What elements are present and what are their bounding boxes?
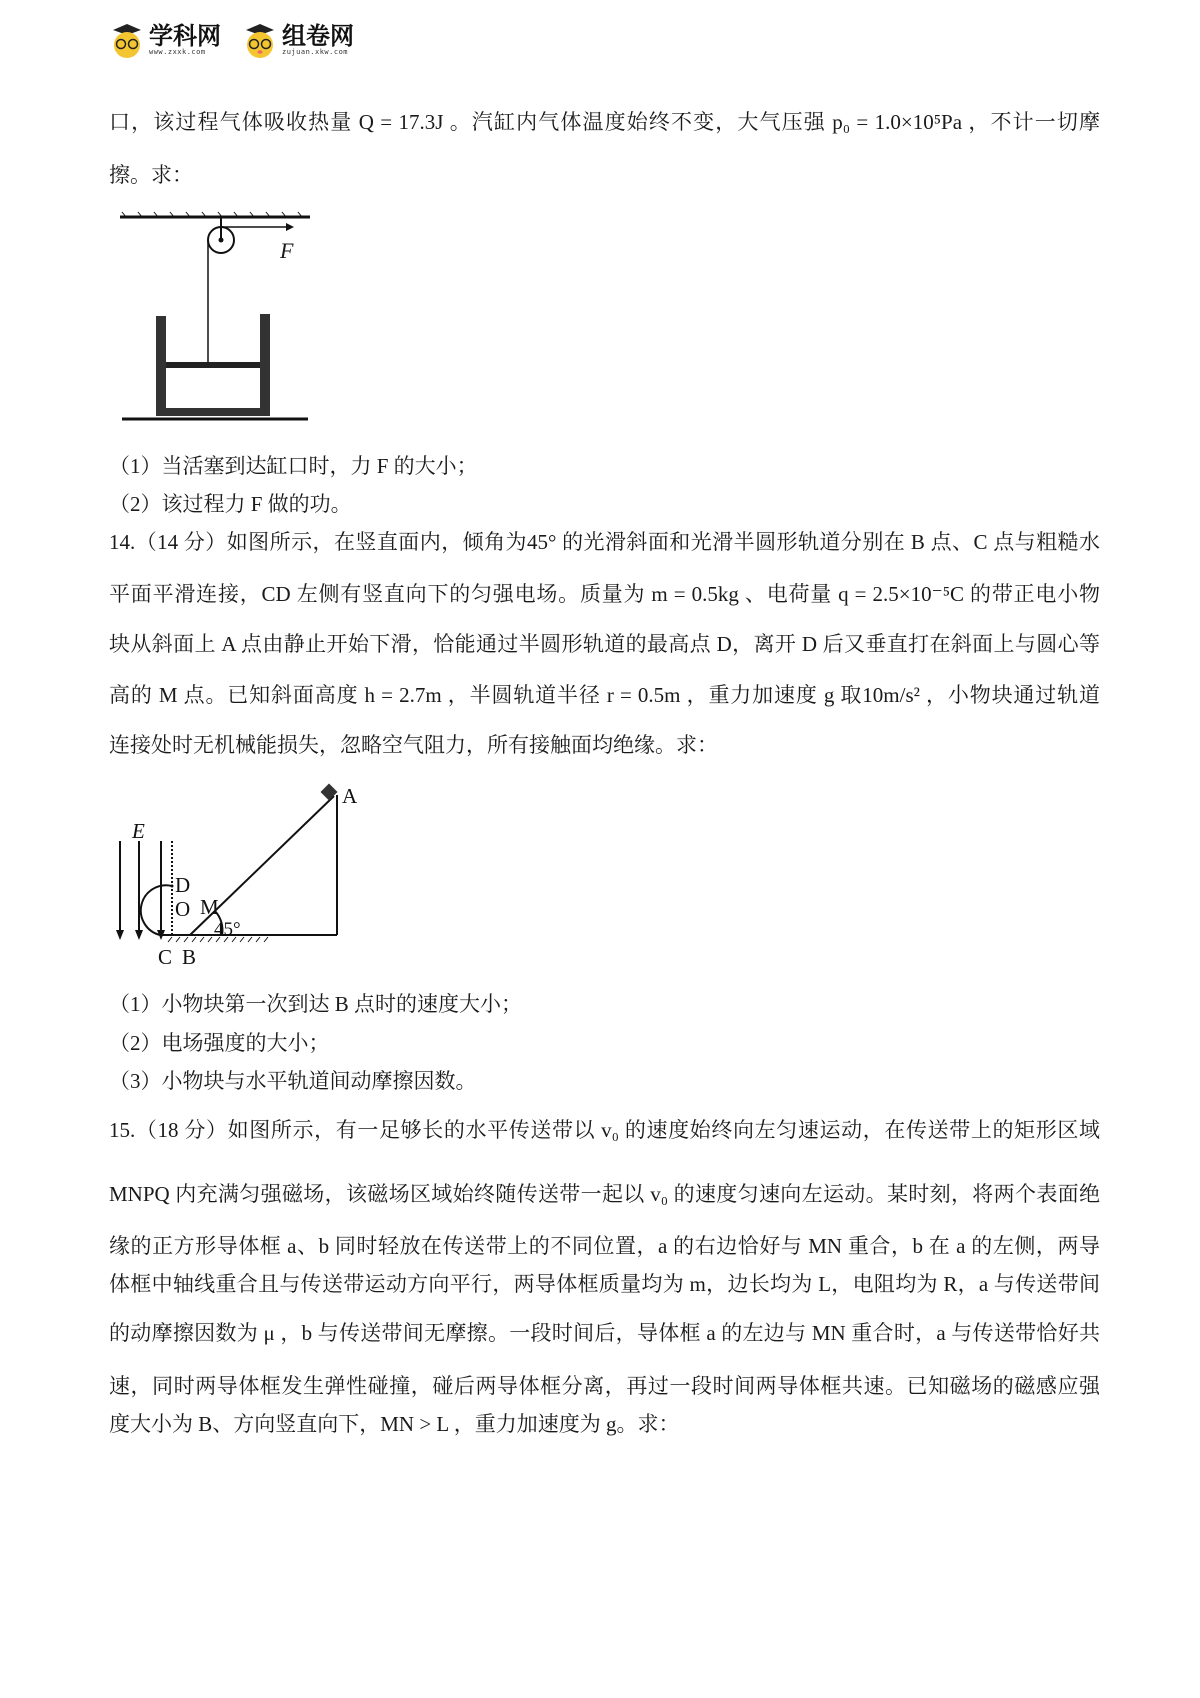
q13-text-line: 擦。求： bbox=[109, 163, 193, 187]
q13-subquestion-1: （1）当活塞到达缸口时，力 F 的大小； bbox=[109, 454, 478, 478]
mascot-icon bbox=[242, 20, 278, 60]
incline-semicircle-figure bbox=[112, 778, 372, 978]
q15-text-line: 体框中轴线重合且与传送带运动方向平行，两导体框质量均为 m，边长均为 L，电阻均为 R，a 与传送带间 bbox=[109, 1272, 1100, 1296]
q15-text-line: 缘的正方形导体框 a、b 同时轻放在传送带上的不同位置，a 的右边恰好与 MN 重合，b 在 a 的左侧，两导 bbox=[109, 1234, 1100, 1258]
point-label-A: A bbox=[342, 784, 358, 808]
q14-text-line: 块从斜面上 A 点由静止开始下滑，恰能通过半圆形轨道的最高点 D，离开 D 后又垂直打在斜面上与圆心等 bbox=[109, 632, 1100, 656]
q15-text-line: 的动摩擦因数为 μ ，b 与传送带间无摩擦。一段时间后，导体框 a 的左边与 MN 重合时，a 与传送带恰好共 bbox=[109, 1321, 1100, 1345]
q15-text-line: 度大小为 B、方向竖直向下，MN > L ，重力加速度为 g。求： bbox=[109, 1412, 680, 1436]
angle-label: 45° bbox=[214, 919, 241, 940]
q15-text-line: MNPQ 内充满匀强磁场，该磁场区域始终随传送带一起以 v₀ 的速度匀速向左运动。某时刻，将两个表面绝 bbox=[109, 1182, 1100, 1206]
q15-text-line: 15.（18 分）如图所示，有一足够长的水平传送带以 v₀ 的速度始终向左匀速运动，在传送带上的矩形区域 bbox=[109, 1118, 1100, 1142]
force-label-F: F bbox=[280, 238, 294, 263]
q14-text-line: 平面平滑连接，CD 左侧有竖直向下的匀强电场。质量为 m = 0.5kg 、电荷量 q = 2.5×10⁻⁵C 的带正电小物 bbox=[109, 582, 1100, 606]
point-label-C: C bbox=[158, 945, 173, 969]
mascot-icon bbox=[109, 20, 145, 60]
field-label-E: E bbox=[132, 819, 145, 843]
logo-name: 组卷网 bbox=[282, 22, 354, 50]
point-label-B: B bbox=[182, 945, 197, 969]
xuekewang-logo[interactable] bbox=[109, 18, 221, 62]
point-label-M: M bbox=[200, 895, 219, 919]
q14-subquestion-1: （1）小物块第一次到达 B 点时的速度大小； bbox=[109, 992, 523, 1016]
logo-name: 学科网 bbox=[149, 22, 221, 50]
q14-subquestion-2: （2）电场强度的大小； bbox=[109, 1031, 330, 1055]
q14-subquestion-3: （3）小物块与水平轨道间动摩擦因数。 bbox=[109, 1069, 477, 1093]
q14-text-line: 连接处时无机械能损失，忽略空气阻力，所有接触面均绝缘。求： bbox=[109, 733, 718, 757]
q14-text-line: 14.（14 分）如图所示，在竖直面内，倾角为45° 的光滑斜面和光滑半圆形轨道分别在 B 点、C 点与粗糙水 bbox=[109, 530, 1100, 554]
point-label-D: D bbox=[175, 873, 191, 897]
q13-subquestion-2: （2）该过程力 F 做的功。 bbox=[109, 492, 352, 516]
q14-text-line: 高的 M 点。已知斜面高度 h = 2.7m ，半圆轨道半径 r = 0.5m ，重力加速度 g 取10m/s² ，小物块通过轨道 bbox=[109, 683, 1100, 707]
logo-url: www.zxxk.com bbox=[149, 48, 206, 56]
q15-text-line: 速，同时两导体框发生弹性碰撞，碰后两导体框分离，再过一段时间两导体框共速。已知磁场的磁感应强 bbox=[109, 1374, 1100, 1398]
logo-url: zujuan.xkw.com bbox=[282, 48, 349, 56]
zujuanwang-logo[interactable] bbox=[242, 18, 354, 62]
q13-text-line: 口，该过程气体吸收热量 Q = 17.3J 。汽缸内气体温度始终不变，大气压强 p₀ = 1.0×10⁵Pa ，不计一切摩 bbox=[109, 110, 1100, 134]
point-label-O: O bbox=[175, 897, 191, 921]
